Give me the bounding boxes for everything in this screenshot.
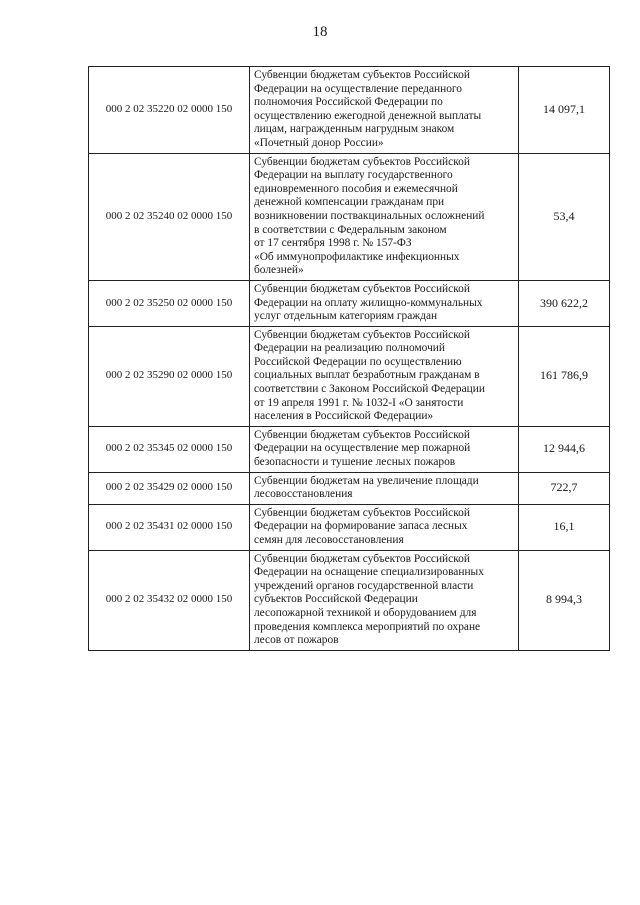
budget-code-cell: 000 2 02 35250 02 0000 150 — [89, 280, 250, 326]
amount-cell: 14 097,1 — [519, 67, 610, 154]
revenue-name-cell — [250, 280, 519, 326]
budget-code-cell: 000 2 02 35429 02 0000 150 — [89, 472, 250, 504]
amount-cell: 390 622,2 — [519, 280, 610, 326]
revenue-name-line: Федерации на формирование запаса лесных — [254, 520, 468, 533]
revenue-name-line: денежной компенсации гражданам при — [254, 196, 445, 209]
revenue-name-line: возникновении поствакцинальных осложнений — [254, 209, 485, 222]
table-row — [89, 504, 610, 550]
revenue-name-line: Российской Федерации по осуществлению — [254, 355, 462, 368]
revenue-name-line: Федерации на оснащение специализированных — [254, 566, 484, 579]
revenue-name-line: населения в Российской Федерации» — [254, 410, 434, 423]
table-row — [89, 280, 610, 326]
amount-cell: 161 786,9 — [519, 326, 610, 426]
revenue-name-line: осуществлению ежегодной денежной выплаты — [254, 109, 482, 122]
revenue-name-cell — [250, 472, 519, 504]
revenue-name-line: лесов от пожаров — [254, 634, 339, 647]
revenue-name-line: проведения комплекса мероприятий по охране — [254, 620, 481, 633]
revenue-name-line: Федерации на осуществление мер пожарной — [254, 442, 471, 455]
page-number: 18 — [312, 24, 328, 40]
table-body — [89, 67, 610, 651]
budget-code-cell: 000 2 02 35240 02 0000 150 — [89, 153, 250, 280]
amount-cell: 722,7 — [519, 472, 610, 504]
revenue-name-line: от 17 сентября 1998 г. № 157-ФЗ — [254, 237, 412, 250]
revenue-name-line: учреждений органов государственной власти — [254, 579, 474, 592]
table-row — [89, 67, 610, 154]
revenue-name-line: семян для лесовосстановления — [254, 534, 404, 546]
budget-code-cell: 000 2 02 35345 02 0000 150 — [89, 426, 250, 472]
budget-code-cell: 000 2 02 35290 02 0000 150 — [89, 326, 250, 426]
revenue-name-line: Федерации на выплату государственного — [254, 169, 453, 182]
table-row — [89, 153, 610, 280]
revenue-name-cell — [250, 67, 519, 154]
revenue-name-line: субъектов Российской Федерации — [254, 593, 418, 606]
revenue-name-line: полномочия Российской Федерации по — [254, 96, 443, 109]
revenue-name-line: Федерации на реализацию полномочий — [254, 342, 445, 355]
revenue-name-line: «Почетный донор России» — [254, 136, 384, 149]
table-row — [89, 426, 610, 472]
revenue-name-line: Субвенции бюджетам субъектов Российской — [254, 282, 470, 295]
revenue-name-line: лесовосстановления — [254, 488, 353, 501]
table-row — [89, 326, 610, 426]
amount-cell: 53,4 — [519, 153, 610, 280]
revenue-name-line: единовременного пособия и ежемесячной — [254, 182, 458, 195]
revenue-name-line: от 19 апреля 1991 г. № 1032-I «О занятости — [254, 396, 464, 409]
revenue-name-line: Субвенции бюджетам субъектов Российской — [254, 552, 470, 565]
revenue-name-line: Федерации на оплату жилищно-коммунальных — [254, 296, 483, 309]
revenue-name-line: услуг отдельным категориям граждан — [254, 310, 438, 323]
revenue-name-line: Субвенции бюджетам на увеличение площади — [254, 474, 479, 487]
amount-cell: 16,1 — [519, 504, 610, 550]
budget-code-cell: 000 2 02 35431 02 0000 150 — [89, 504, 250, 550]
revenue-name-line: «Об иммунопрофилактике инфекционных — [254, 250, 460, 263]
revenue-name-cell — [250, 504, 519, 550]
table-row — [89, 472, 610, 504]
revenue-name-line: соответствии с Законом Российской Федерации — [254, 383, 485, 396]
revenue-name-line: лицам, награжденным нагрудным знаком — [254, 123, 455, 136]
revenue-name-line: социальных выплат безработным гражданам в — [254, 369, 480, 382]
revenue-name-line: Субвенции бюджетам субъектов Российской — [254, 155, 470, 168]
amount-cell: 8 994,3 — [519, 550, 610, 650]
table-row — [89, 550, 610, 650]
budget-code-cell: 000 2 02 35220 02 0000 150 — [89, 67, 250, 154]
revenue-name-line: лесопожарной техникой и оборудованием для — [254, 606, 477, 619]
revenue-name-cell — [250, 426, 519, 472]
revenue-name-line: Субвенции бюджетам субъектов Российской — [254, 69, 470, 81]
revenue-name-cell — [250, 326, 519, 426]
amount-cell: 12 944,6 — [519, 426, 610, 472]
budget-code-cell: 000 2 02 35432 02 0000 150 — [89, 550, 250, 650]
revenue-name-line: Субвенции бюджетам субъектов Российской — [254, 506, 470, 519]
revenue-name-line: болезней» — [254, 264, 304, 277]
revenue-name-line: безопасности и тушение лесных пожаров — [254, 456, 456, 469]
revenue-name-cell — [250, 550, 519, 650]
budget-revenue-table — [88, 66, 610, 651]
revenue-name-cell — [250, 153, 519, 280]
revenue-name-line: Субвенции бюджетам субъектов Российской — [254, 428, 470, 441]
revenue-name-line: в соответствии с Федеральным законом — [254, 223, 447, 236]
revenue-name-line: Федерации на осуществление переданного — [254, 82, 463, 95]
revenue-name-line: Субвенции бюджетам субъектов Российской — [254, 328, 470, 341]
